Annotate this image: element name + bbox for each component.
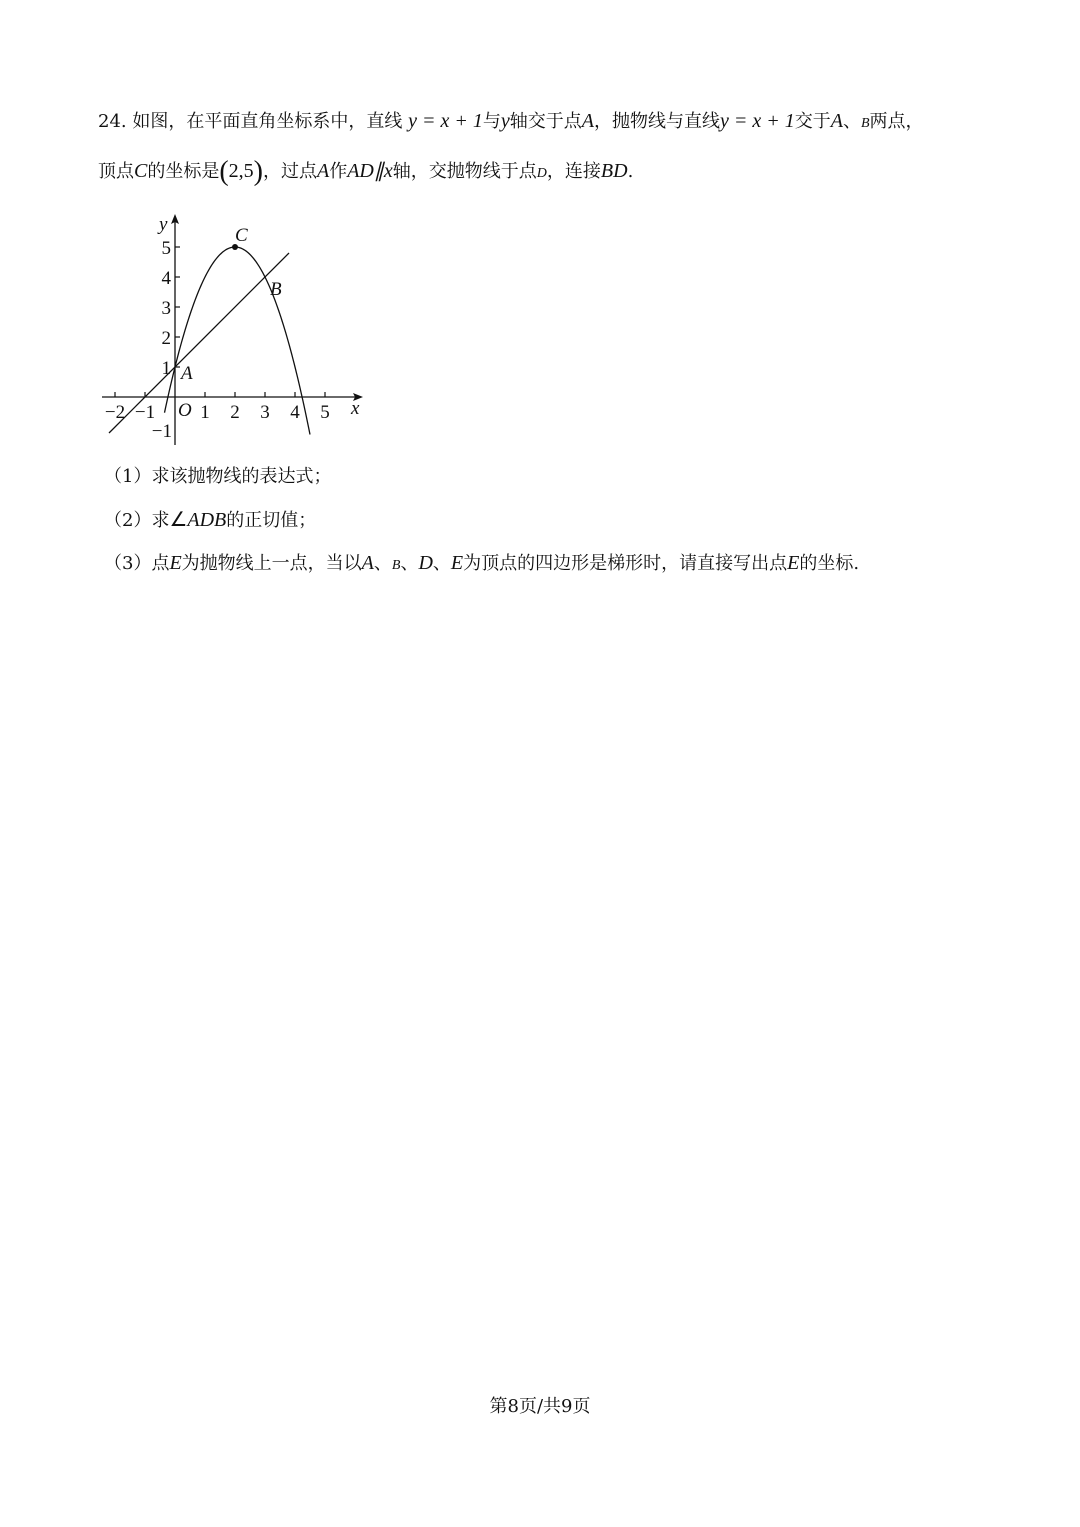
x-tick-label: 1 — [200, 402, 210, 423]
coordinate-figure — [96, 210, 366, 450]
point-b: B — [860, 116, 870, 131]
text-parabola-line: ，抛物线与直线 — [593, 111, 720, 132]
question-line-2 — [98, 158, 633, 187]
equation-line-1: y = x + 1 — [408, 110, 483, 132]
text-coord-is: 的坐标是 — [147, 161, 220, 182]
text-cross: 交于 — [794, 111, 831, 132]
point-a-3: A — [317, 160, 330, 182]
text-axis-cross: 轴交于点 — [509, 111, 582, 132]
labels — [157, 214, 360, 421]
point-b-label: B — [270, 279, 282, 300]
sep-d: 、 — [432, 553, 451, 574]
x-tick-label: −2 — [104, 402, 126, 423]
part-3-t3: 为顶点的四边形是梯形时，请直接写出点 — [463, 553, 788, 574]
page-footer: 第8页/共9页 — [489, 1396, 591, 1417]
x-variable: x — [383, 160, 393, 182]
part-1 — [104, 464, 331, 490]
part-3-t1: 点 — [151, 553, 170, 574]
part-2-number: （2） — [104, 510, 152, 531]
point-a-2: A — [830, 110, 843, 132]
y-neg-tick-label: −1 — [151, 421, 172, 442]
text-two-points: 两点， — [869, 111, 924, 132]
text-through: ，过点 — [263, 161, 317, 182]
y-tick-label: 4 — [161, 268, 171, 289]
part-3-number: （3） — [104, 553, 152, 574]
point-a-label: A — [181, 363, 193, 384]
question-line-1 — [98, 108, 924, 137]
y-tick-label: 3 — [161, 298, 171, 319]
point-a: A — [581, 110, 594, 132]
x-tick-label: −1 — [134, 402, 156, 423]
part-3-point-b: B — [391, 558, 401, 573]
part-2-pre: 求 — [151, 510, 170, 531]
y-tick-label: 5 — [161, 238, 171, 259]
left-paren: ( — [219, 156, 229, 187]
point-e: E — [169, 552, 182, 574]
angle-symbol: ∠ — [169, 509, 188, 531]
segment-bd: BD — [600, 160, 628, 182]
text-axis-meet: 轴，交抛物线于点 — [392, 161, 537, 182]
point-d: D — [536, 166, 547, 181]
part-3-point-e: E — [450, 552, 464, 574]
part-2-post: 的正切值； — [226, 510, 317, 531]
part-3 — [104, 550, 859, 579]
x-tick-label: 3 — [260, 402, 270, 423]
x-axis-label: x — [351, 398, 360, 419]
right-paren: ) — [253, 156, 263, 187]
part-3-point-e-2: E — [787, 552, 800, 574]
equation-line-2: y = x + 1 — [719, 110, 795, 132]
x-tick-label: 5 — [320, 402, 330, 423]
part-3-t2: 为抛物线上一点，当以 — [181, 553, 362, 574]
text-vertex: 顶点 — [98, 161, 134, 182]
origin-label: O — [178, 400, 192, 421]
angle-adb: ADB — [187, 509, 227, 531]
question-number: 24. — [98, 111, 127, 132]
part-3-t4: 的坐标. — [799, 553, 860, 574]
text-with: 与 — [482, 111, 501, 132]
part-3-point-a: A — [361, 552, 374, 574]
y-variable: y — [500, 110, 510, 132]
ticks — [105, 238, 330, 442]
x-tick-label: 4 — [290, 402, 300, 423]
question-intro: 如图，在平面直角坐标系中，直线 — [132, 111, 403, 132]
y-tick-label: 2 — [161, 328, 171, 349]
point-c: C — [134, 160, 148, 182]
y-axis-label: y — [159, 214, 168, 235]
y-tick-label: 1 — [161, 358, 171, 379]
x-tick-label: 2 — [230, 402, 240, 423]
text-connect: ，连接 — [546, 161, 601, 182]
part-1-number: （1） — [104, 466, 152, 487]
part-3-point-d: D — [418, 552, 433, 574]
vertex-coordinate: 2,5 — [228, 160, 254, 182]
sep-a: 、 — [373, 553, 392, 574]
separator: 、 — [842, 111, 861, 132]
sep-b: 、 — [400, 553, 419, 574]
part-2 — [104, 507, 316, 534]
period: . — [627, 161, 634, 182]
segment-ad-parallel: AD∥ — [347, 160, 384, 182]
text-make: 作 — [329, 161, 348, 182]
point-c-label: C — [235, 225, 248, 246]
part-1-text: 求该抛物线的表达式； — [151, 466, 332, 487]
